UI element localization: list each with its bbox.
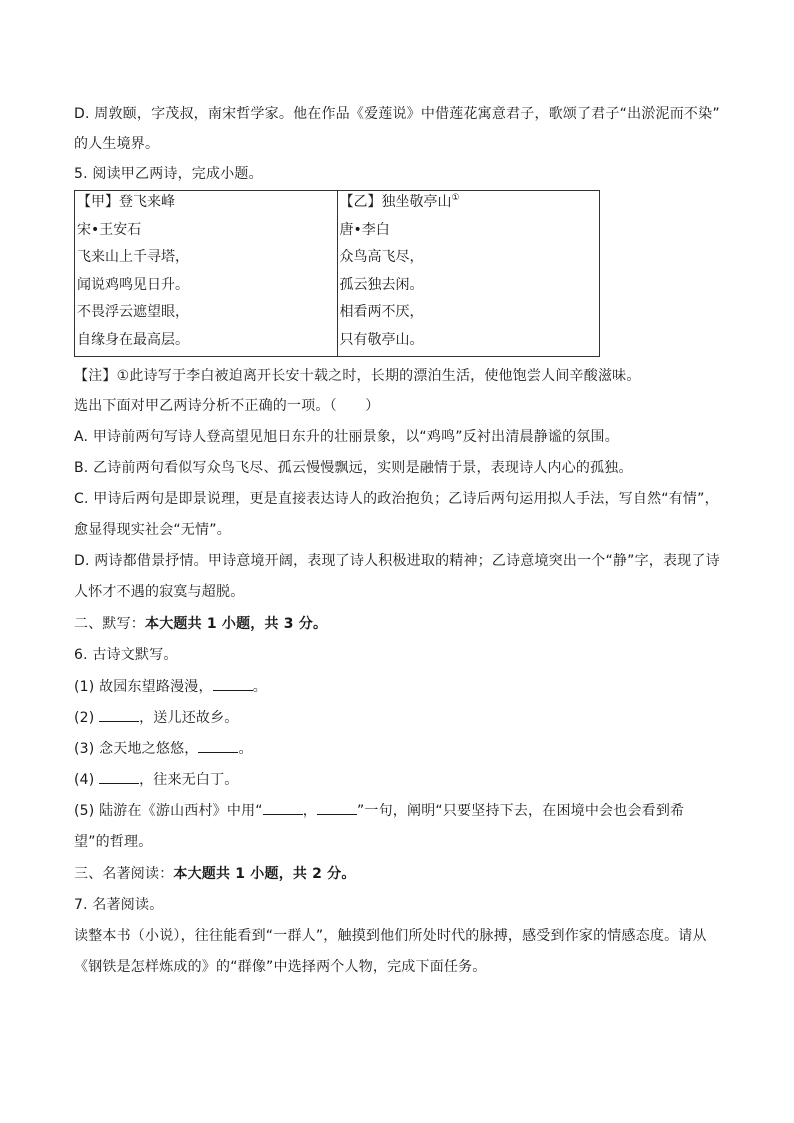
q6-item-4-blank[interactable]: [99, 770, 139, 784]
poem-a-cell: [75, 191, 338, 357]
option-c-line1: C. 甲诗后两句是即景说理，更是直接表达诗人的政治抱负；乙诗后两句运用拟人手法，写自然“有情”，: [74, 491, 719, 507]
poem-a-title: 【甲】登飞来峰: [77, 194, 175, 210]
question-5-title: 5. 阅读甲乙两诗，完成小题。: [74, 166, 263, 182]
q6-item-2: [74, 708, 724, 728]
section-2-prefix: 二、默写：: [74, 616, 145, 632]
q6-item-3-text: (3) 念天地之悠悠，: [74, 741, 199, 757]
q6-item-1-end: 。: [252, 679, 267, 695]
poem-a-line-3: 不畏浮云遮望眼，: [77, 304, 189, 320]
q6-item-3: [74, 739, 724, 759]
option-c-line2: 愈显得现实社会“无情”。: [74, 522, 231, 538]
q6-item-2-text: ，送儿还故乡。: [139, 710, 239, 726]
poem-b-cell: [337, 191, 600, 357]
q6-item-5-blank-1[interactable]: [263, 801, 303, 815]
q6-item-3-blank[interactable]: [198, 739, 238, 753]
poem-a-line-2: 闻说鸡鸣见日升。: [77, 276, 189, 293]
poem-a-line-4: 自缘身在最高层。: [77, 331, 189, 348]
q6-item-3-end: 。: [238, 741, 253, 757]
question-7-line1: 读整本书（小说），往往能看到“一群人”，触摸到他们所处时代的脉搏，感受到作家的情感态度。请从: [74, 928, 707, 944]
q6-item-2-blank[interactable]: [99, 708, 139, 722]
option-b: B. 乙诗前两句看似写众鸟飞尽、孤云慢慢飘远，实则是融情于景，表现诗人内心的孤独。: [74, 460, 633, 476]
section-2-detail: 本大题共 1 小题，共 3 分。: [145, 616, 328, 632]
q6-item-5-line2: 望”的哲理。: [74, 834, 153, 850]
option-d-previous-line2: 的人生境界。: [74, 136, 160, 152]
q6-item-1: [74, 677, 724, 697]
question-7-line2: 《钢铁是怎样炼成的》的“群像”中选择两个人物，完成下面任务。: [74, 959, 487, 975]
q6-item-5-comma: ，: [302, 803, 317, 819]
option-d-line2: 人怀才不遇的寂寞与超脱。: [74, 584, 245, 600]
poem-b-title-row: [340, 191, 600, 219]
q6-item-5-line1: [74, 801, 724, 821]
poem-b-line-3: 相看两不厌，: [339, 304, 424, 320]
option-d-previous-line1: D. 周敦颐，字茂叔，南宋哲学家。他在作品《爱莲说》中借莲花寓意君子，歌颂了君子“出淤泥而不染”: [74, 106, 720, 122]
poem-note: 【注】①此诗写于李白被迫离开长安十载之时，长期的漂泊生活，使他饱尝人间辛酸滋味。: [74, 368, 641, 384]
q6-item-5-blank-2[interactable]: [317, 801, 357, 815]
poem-b-line-2: 孤云独去闲。: [339, 276, 424, 293]
q6-item-5-rest: ”一句，阐明“只要坚持下去，在困境中会也会看到希: [356, 803, 685, 819]
q6-item-4: [74, 770, 724, 790]
question-5-stem: 选出下面对甲乙两诗分析不正确的一项。（ ）: [74, 398, 380, 414]
poem-a-line-1: 飞来山上千寻塔，: [77, 249, 189, 265]
question-6-title: 6. 古诗文默写。: [74, 647, 178, 663]
section-3-detail: 本大题共 1 小题，共 2 分。: [173, 866, 356, 882]
poem-b-line-4: 只有敬亭山。: [339, 331, 424, 348]
poem-b-title: 【乙】独坐敬亭山: [339, 194, 452, 210]
q6-item-5-text: (5) 陆游在《游山西村》中用“: [74, 803, 263, 819]
section-3-prefix: 三、名著阅读：: [74, 866, 174, 882]
q6-item-4-text: ，往来无白丁。: [139, 772, 239, 788]
q6-item-2-number: (2): [74, 710, 100, 726]
poem-a-author: 宋•王安石: [77, 221, 142, 238]
poem-b-note-mark: ①: [451, 193, 460, 203]
poem-table: [74, 190, 600, 357]
poem-b-line-1: 众鸟高飞尽，: [339, 249, 424, 265]
section-3-heading: [74, 864, 724, 884]
poem-b-author: 唐•李白: [339, 221, 390, 238]
section-2-heading: [74, 614, 724, 634]
question-7-title: 7. 名著阅读。: [74, 897, 164, 913]
q6-item-1-text: (1) 故园东望路漫漫，: [74, 679, 213, 695]
q6-item-1-blank[interactable]: [213, 677, 253, 691]
option-a: A. 甲诗前两句写诗人登高望见旭日东升的壮丽景象，以“鸡鸣”反衬出清晨静谧的氛围。: [74, 429, 619, 445]
option-d-line1: D. 两诗都借景抒情。甲诗意境开阔，表现了诗人积极进取的精神；乙诗意境突出一个“静”字，表现了诗: [74, 553, 720, 569]
q6-item-4-number: (4): [74, 772, 100, 788]
